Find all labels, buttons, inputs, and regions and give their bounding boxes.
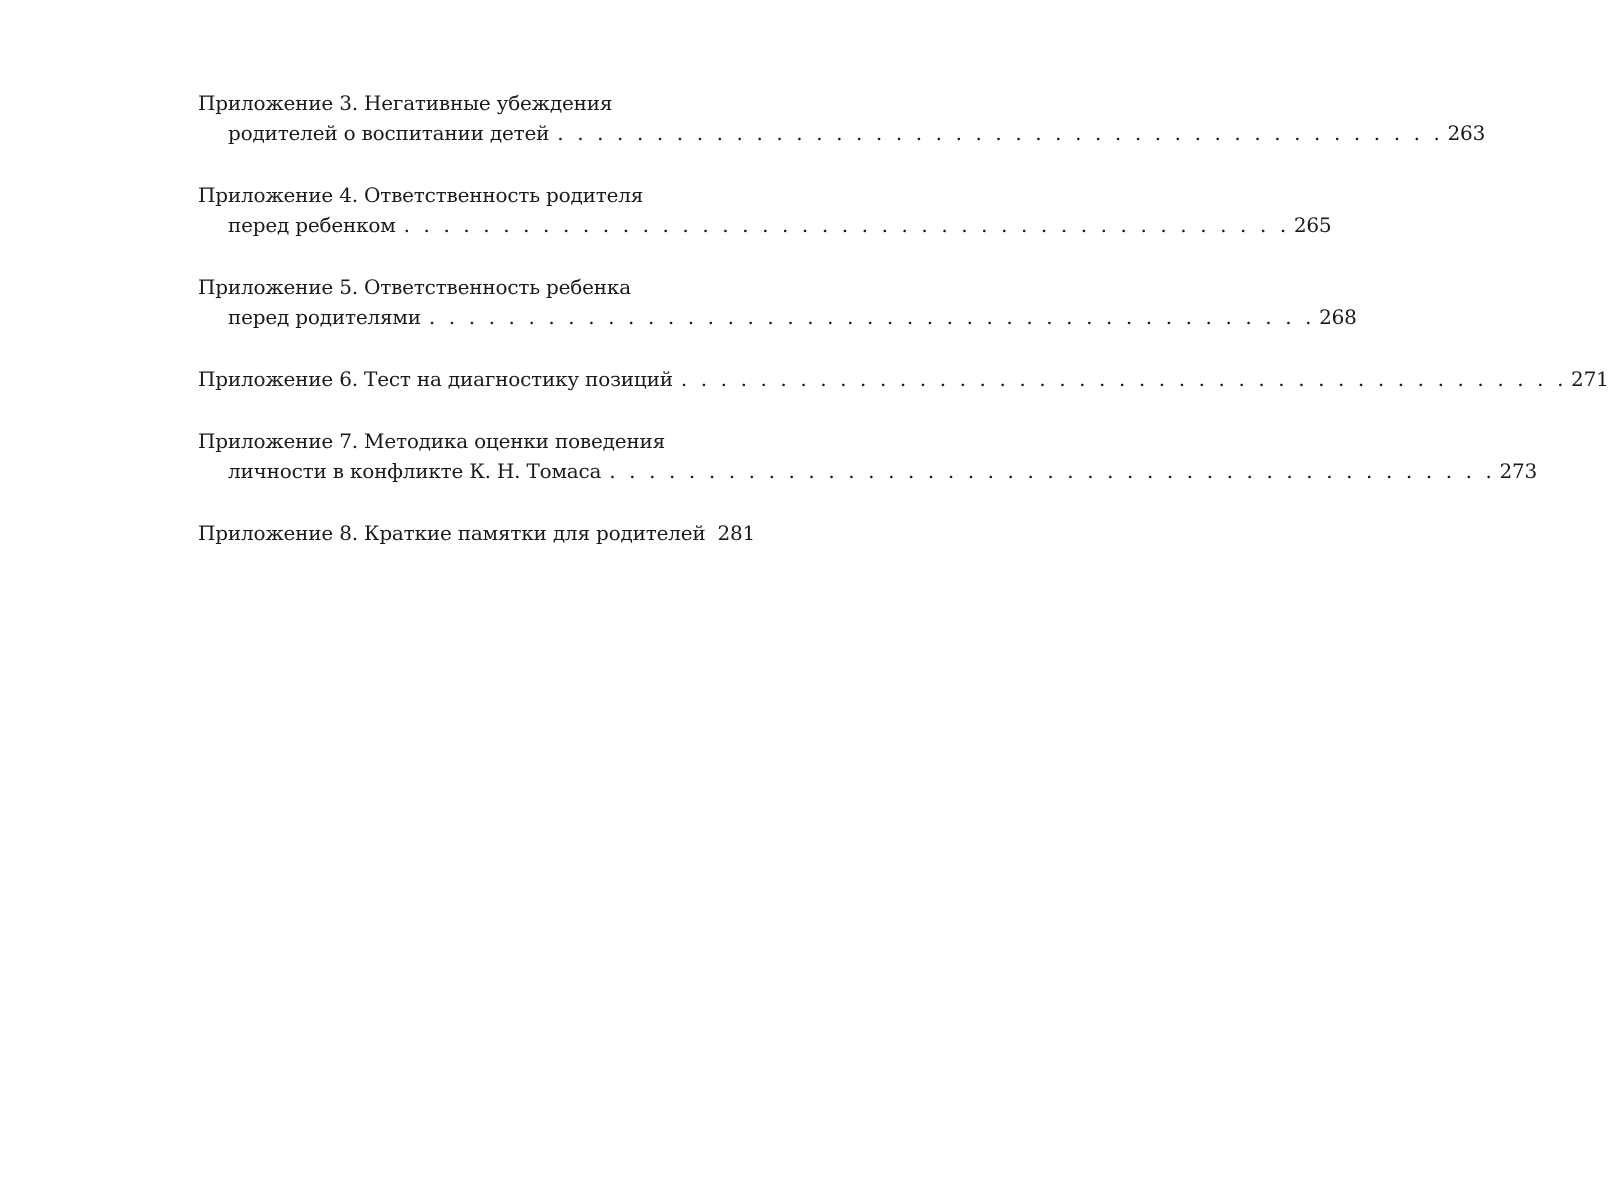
toc-entry-title-cont: родителей о воспитании детей — [228, 121, 550, 145]
toc-entry-appendix-6 — [198, 364, 1609, 394]
toc-entry-title-cont: перед родителями — [228, 305, 421, 329]
toc-entry-title: Приложение 8. Краткие памятки для родителей — [198, 521, 706, 545]
toc-entry-appendix-8 — [198, 518, 756, 548]
toc-page-number: 273 — [1499, 459, 1538, 483]
toc-entry-continuation — [198, 118, 1486, 148]
toc-entry-single-line — [198, 364, 1609, 394]
toc-entry-continuation — [198, 456, 1538, 486]
toc-entry-title-cont: перед ребенком — [228, 213, 396, 237]
toc-page-number: 271 — [1571, 367, 1609, 391]
toc-entry-continuation — [198, 210, 1332, 240]
toc-entry-appendix-7 — [198, 426, 1538, 486]
dot-leader: . . . . . . . . . . . . . . . . . . . . . . . . . . . . . . . . . . . . . . . . . . . . . — [403, 213, 1290, 237]
toc-entry-title: Приложение 3. Негативные убеждения — [198, 91, 613, 115]
table-of-contents — [198, 88, 1609, 580]
toc-entry-appendix-5 — [198, 272, 1357, 332]
toc-page-number: 281 — [717, 521, 756, 545]
toc-page-number: 263 — [1447, 121, 1486, 145]
dot-leader: . . . . . . . . . . . . . . . . . . . . . . . . . . . . . . . . . . . . . . . . . . . . . — [609, 459, 1496, 483]
dot-leader: . . . . . . . . . . . . . . . . . . . . . . . . . . . . . . . . . . . . . . . . . . . . . — [557, 121, 1444, 145]
toc-entry-appendix-4 — [198, 180, 1332, 240]
toc-page-number: 265 — [1293, 213, 1332, 237]
toc-entry-title: Приложение 6. Тест на диагностику позиций — [198, 367, 673, 391]
toc-entry-single-line — [198, 518, 756, 548]
dot-leader: . . . . . . . . . . . . . . . . . . . . . . . . . . . . . . . . . . . . . . . . . . . . . — [680, 367, 1568, 391]
toc-entry-appendix-3 — [198, 88, 1486, 148]
toc-entry-title: Приложение 5. Ответственность ребенка — [198, 275, 631, 299]
toc-entry-continuation — [198, 302, 1357, 332]
dot-leader: . . . . . . . . . . . . . . . . . . . . . . . . . . . . . . . . . . . . . . . . . . . . . — [428, 305, 1316, 329]
toc-entry-title: Приложение 4. Ответственность родителя — [198, 183, 644, 207]
toc-entry-title-cont: личности в конфликте К. Н. Томаса — [228, 459, 602, 483]
toc-entry-title: Приложение 7. Методика оценки поведения — [198, 429, 666, 453]
toc-page-number: 268 — [1319, 305, 1357, 329]
